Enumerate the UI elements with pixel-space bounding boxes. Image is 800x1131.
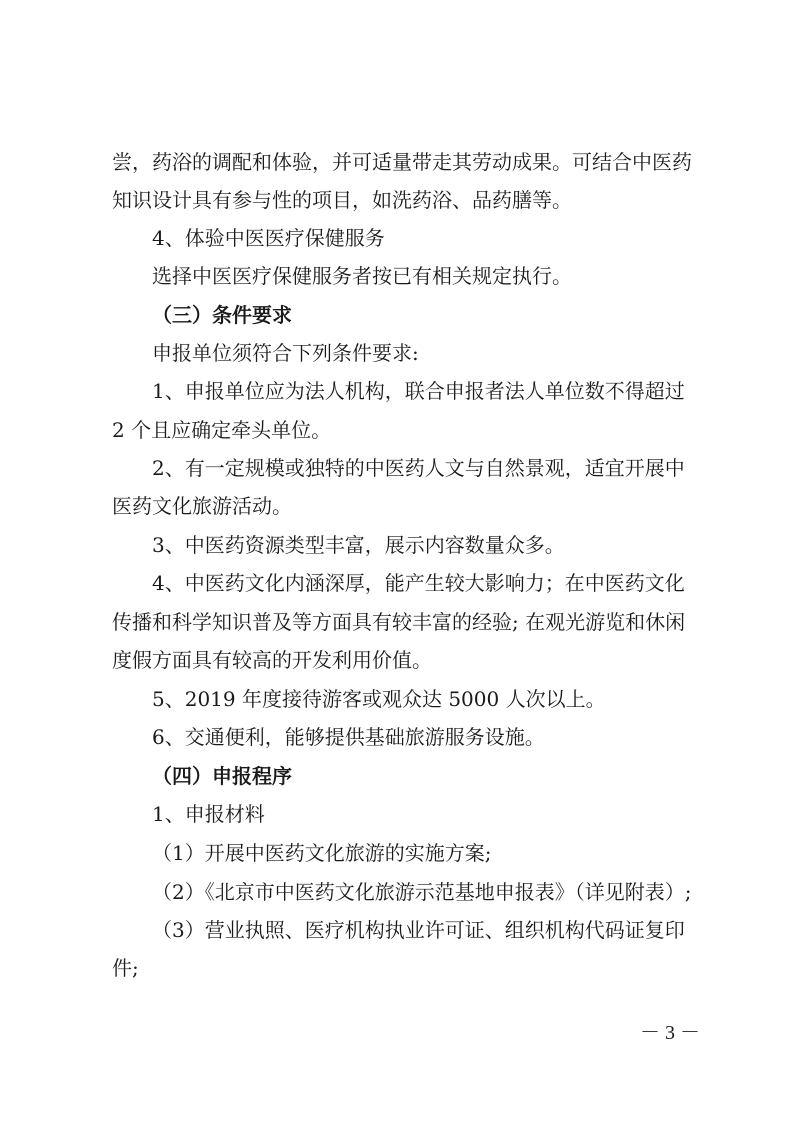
text-line: 4、中医药文化内涵深厚，能产生较大影响力；在中医药文化: [152, 571, 685, 595]
text-line: 传播和科学知识普及等方面具有较丰富的经验; 在观光游览和休闲: [112, 610, 686, 634]
text-line: （2）《北京市中医药文化旅游示范基地申报表》（详见附表）;: [152, 880, 692, 904]
text-line: 6、交通便利，能够提供基础旅游服务设施。: [152, 725, 545, 749]
text-line: 选择中医医疗保健服务者按已有相关规定执行。: [152, 264, 572, 288]
text-line: 4、体验中医医疗保健服务: [152, 226, 385, 250]
text-line: 尝，药浴的调配和体验，并可适量带走其劳动成果。可结合中医药: [112, 150, 692, 174]
text-line: 3、中医药资源类型丰富，展示内容数量众多。: [152, 533, 565, 557]
text-line: 2、有一定规模或独特的中医药人文与自然景观，适宜开展中: [152, 456, 685, 480]
text-line: 5、2019 年度接待游客或观众达 5000 人次以上。: [152, 687, 606, 711]
text-line: 申报单位须符合下列条件要求:: [152, 341, 419, 365]
section-heading: （四）申报程序: [152, 764, 292, 788]
text-line: （1）开展中医药文化旅游的实施方案;: [152, 841, 492, 865]
section-heading: （三）条件要求: [152, 303, 292, 327]
text-line: 度假方面具有较高的开发利用价值。: [112, 648, 432, 672]
text-line: 1、申报材料: [152, 802, 265, 826]
text-line: 知识设计具有参与性的项目，如洗药浴、品药膳等。: [112, 188, 572, 212]
text-line: 件;: [112, 956, 139, 980]
text-line: 1、申报单位应为法人机构，联合申报者法人单位数不得超过: [152, 379, 685, 403]
text-line: （3）营业执照、医疗机构执业许可证、组织机构代码证复印: [152, 918, 685, 942]
page-number: － 3 －: [640, 1022, 700, 1044]
text-line: 2 个且应确定牵头单位。: [112, 418, 332, 442]
text-line: 医药文化旅游活动。: [112, 494, 292, 518]
